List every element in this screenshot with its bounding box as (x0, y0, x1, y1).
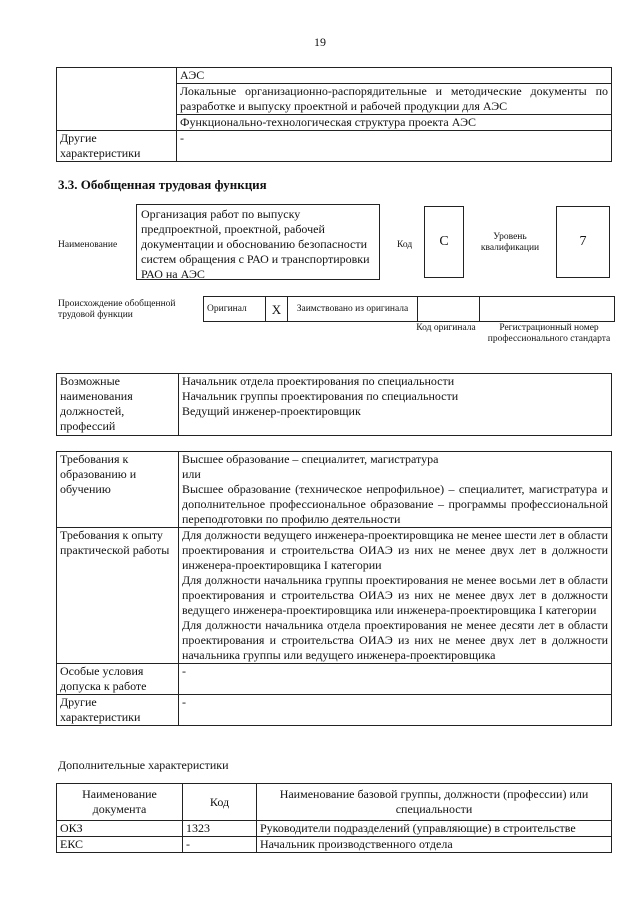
list-item: Начальник группы проектирования по специальности (182, 389, 459, 403)
cell-base-group: Руководители подразделений (управляющие) в строительстве (257, 821, 612, 837)
origin-table (203, 296, 615, 322)
positions-list (179, 374, 612, 436)
table-row (57, 664, 612, 695)
table-row (57, 131, 612, 162)
reg-number-caption: Регистрационный номер профессионального стандарта (487, 323, 611, 344)
experience-line: Для должности начальника отдела проектирования не менее десяти лет в области проектирования и строительства ОИАЭ из них не менее двух лет в должности начальника группы или ведущего инженера-проектировщика (182, 618, 608, 662)
level-box (556, 206, 610, 278)
section-title: 3.3. Обобщенная трудовая функция (58, 177, 267, 192)
cell-document: ОКЗ (57, 821, 183, 837)
original-label: Оригинал (204, 297, 266, 322)
table-row (57, 374, 612, 436)
requirements-table (56, 451, 612, 726)
top-table-value: АЭС (177, 68, 612, 84)
experience-label: Требования к опыту практической работы (57, 528, 179, 664)
original-mark: X (266, 297, 288, 322)
top-table (56, 67, 612, 162)
code-original-caption: Код оригинала (416, 323, 476, 333)
other-characteristics-label: Другие характеристики (57, 695, 179, 726)
other-characteristics-value: - (179, 695, 612, 726)
experience-value (179, 528, 612, 664)
function-code-value: С (439, 234, 449, 249)
code-label: Код (397, 240, 413, 250)
cell-base-group: Начальник производственного отдела (257, 837, 612, 853)
list-item: Начальник отдела проектирования по специальности (182, 374, 455, 388)
level-label: Уровень квалификации (480, 232, 540, 253)
header-base-group: Наименование базовой группы, должности (профессии) или специальности (257, 784, 612, 821)
cell-code: 1323 (183, 821, 257, 837)
education-label: Требования к образованию и обучению (57, 452, 179, 528)
special-conditions-label: Особые условия допуска к работе (57, 664, 179, 695)
top-table-value: Функционально-технологическая структура проекта АЭС (177, 115, 612, 131)
top-table-empty-label (57, 68, 177, 131)
level-value: 7 (579, 234, 587, 249)
cell-document: ЕКС (57, 837, 183, 853)
reg-number-cell (480, 297, 615, 322)
other-characteristics-label: Другие характеристики (57, 131, 177, 162)
function-code-box (424, 206, 464, 278)
education-value (179, 452, 612, 528)
experience-line: Для должности начальника группы проектирования не менее восьми лет в области проектирования и строительства ОИАЭ из них не менее двух лет в должности ведущего инженера-проектировщика или инженера-проектировщика I категории (182, 573, 608, 617)
origin-label: Происхождение обобщенной трудовой функции (58, 299, 176, 320)
positions-label: Возможные наименования должностей, профессий (57, 374, 179, 436)
table-row (57, 821, 612, 837)
education-line: Высшее образование – специалитет, магистратура (182, 452, 439, 466)
additional-table (56, 783, 612, 853)
header-code: Код (183, 784, 257, 821)
additional-title: Дополнительные характеристики (58, 758, 229, 772)
special-conditions-value: - (179, 664, 612, 695)
name-label: Наименование (58, 240, 118, 250)
experience-line: Для должности ведущего инженера-проектировщика не менее шести лет в области проектирования и строительства ОИАЭ из них не менее двух лет в должности инженера-проектировщика I категории (182, 528, 608, 572)
table-row (57, 528, 612, 664)
cell-code: - (183, 837, 257, 853)
page-number: 19 (314, 35, 326, 49)
list-item: Ведущий инженер-проектировщик (182, 404, 361, 418)
function-name-box (136, 204, 380, 280)
header-document: Наименование документа (57, 784, 183, 821)
table-row (57, 68, 612, 84)
table-row (57, 837, 612, 853)
table-row (57, 452, 612, 528)
borrowed-label: Заимствовано из оригинала (288, 297, 418, 322)
education-line: Высшее образование (техническое непрофильное) – специалитет, магистратура и дополнительное профессиональное образование – программы профессиональной переподготовки по профилю деятельности (182, 482, 608, 526)
other-characteristics-value: - (177, 131, 612, 162)
table-row (57, 695, 612, 726)
function-name-value: Организация работ по выпуску предпроектной, проектной, рабочей документации и обоснованию безопасности систем обращения с РАО и транспортировки РАО на АЭС (141, 207, 370, 281)
code-original-cell (418, 297, 480, 322)
education-line: или (182, 467, 201, 481)
positions-table (56, 373, 612, 436)
table-header-row (57, 784, 612, 821)
top-table-value: Локальные организационно-распорядительные и методические документы по разработке и выпуску проектной и рабочей продукции для АЭС (177, 84, 612, 115)
